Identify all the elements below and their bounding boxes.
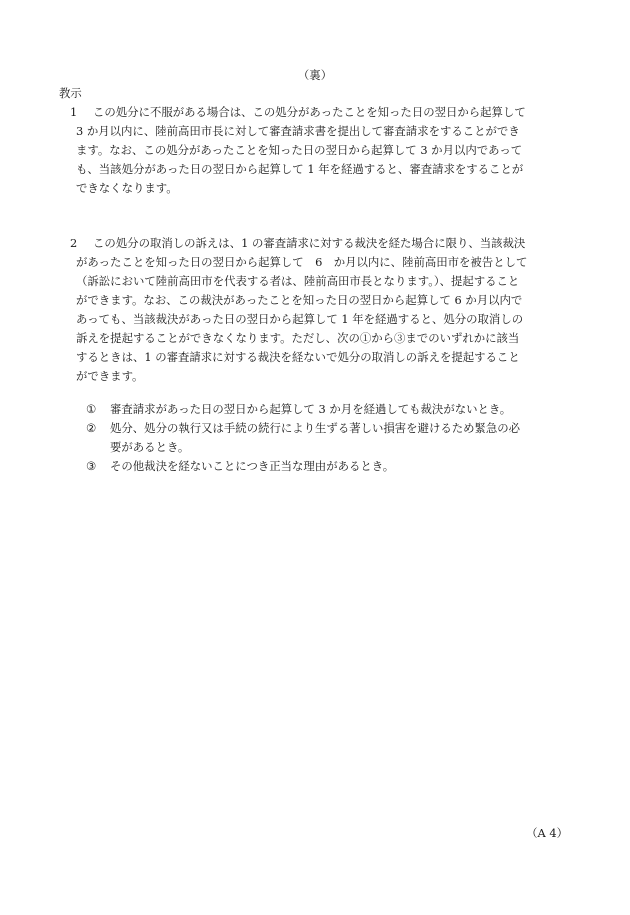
sub-item-2 xyxy=(86,419,556,457)
item-text-line: ができます。 xyxy=(76,369,144,383)
item-text-line: ができます。なお、この裁決があったことを知った日の翌日から起算して 6 か月以内で xyxy=(76,293,523,307)
item-text-line: 訴えを提起することができなくなります。ただし、次の①から③までのいずれかに該当 xyxy=(76,331,520,345)
item-text-line: も、当該処分があった日の翌日から起算して 1 年を経過すると、審査請求をすることが xyxy=(76,162,524,176)
item-text-line: があったことを知った日の翌日から起算して 6 か月以内に、陸前高田市を被告として xyxy=(76,255,528,269)
circled-number: ② xyxy=(86,421,97,435)
paper-size-label: （A 4） xyxy=(526,826,568,840)
item-text-line: この処分の取消しの訴えは、1 の審査請求に対する裁決を経た場合に限り、当該裁決 xyxy=(93,236,526,250)
notice-title: 教示 xyxy=(59,86,82,100)
item-text-line: ます。なお、この処分があったことを知った日の翌日から起算して 3 か月以内であって xyxy=(76,143,523,157)
item-number: 1 xyxy=(70,105,78,119)
item-text-line: できなくなります。 xyxy=(76,181,178,195)
sub-item-1 xyxy=(86,400,556,419)
sub-item-text: 審査請求があった日の翌日から起算して 3 か月を経過しても裁決がないとき。 xyxy=(110,402,512,416)
notice-item-1 xyxy=(70,103,568,198)
item-text-line: （訴訟において陸前高田市を代表する者は、陸前高田市長となります。）、提起すること xyxy=(76,274,520,288)
item-number: 2 xyxy=(70,236,78,250)
item-text-line: 3 か月以内に、陸前高田市長に対して審査請求書を提出して審査請求をすることができ xyxy=(76,124,520,138)
sub-item-text: その他裁決を経ないことにつき正当な理由があるとき。 xyxy=(110,459,395,473)
item-text-line: この処分に不服がある場合は、この処分があったことを知った日の翌日から起算して xyxy=(93,105,526,119)
circled-number: ③ xyxy=(86,459,97,473)
item-text-line: するときは、1 の審査請求に対する裁決を経ないで処分の取消しの訴えを提起すること xyxy=(76,350,520,364)
sub-item-text: 要があるとき。 xyxy=(110,440,190,454)
page-side-label: （裏） xyxy=(297,68,333,82)
notice-item-2 xyxy=(70,234,568,386)
sub-item-text: 処分、処分の執行又は手続の続行により生ずる著しい損害を避けるため緊急の必 xyxy=(110,421,521,435)
item-text-line: あっても、当該裁決があった日の翌日から起算して 1 年を経過すると、処分の取消しの xyxy=(76,312,524,326)
circled-number: ① xyxy=(86,402,97,416)
sub-item-3 xyxy=(86,457,556,476)
